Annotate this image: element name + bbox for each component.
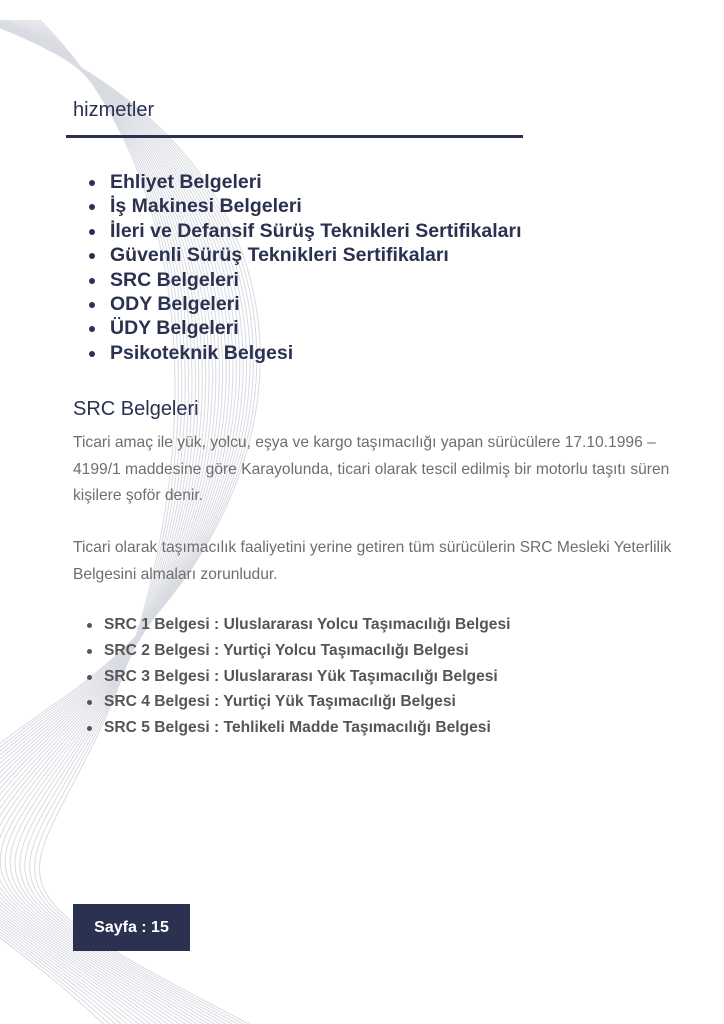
src-list-item: SRC 3 Belgesi : Uluslararası Yük Taşımacılığı Belgesi [86, 664, 510, 690]
service-item: Güvenli Sürüş Teknikleri Sertifikaları [88, 243, 521, 267]
src-section-heading: SRC Belgeleri [73, 398, 199, 420]
section-title: hizmetler [73, 99, 155, 121]
service-item: Psikoteknik Belgesi [88, 341, 521, 365]
page-number-label: Sayfa : 15 [94, 918, 169, 936]
service-item: İleri ve Defansif Sürüş Teknikleri Sertifikaları [88, 219, 521, 243]
services-list [88, 170, 521, 365]
title-underline [66, 135, 523, 138]
service-item: Ehliyet Belgeleri [88, 170, 521, 194]
service-item: ODY Belgeleri [88, 292, 521, 316]
src-certificate-list [86, 612, 510, 741]
page-number-badge [73, 904, 190, 951]
service-item: ÜDY Belgeleri [88, 316, 521, 340]
src-list-item: SRC 4 Belgesi : Yurtiçi Yük Taşımacılığı Belgesi [86, 689, 510, 715]
src-paragraph-requirement: Ticari olarak taşımacılık faaliyetini yerine getiren tüm sürücülerin SRC Mesleki Yeterlilik Belgesini almaları zorunludur. [73, 539, 672, 583]
src-list-item: SRC 2 Belgesi : Yurtiçi Yolcu Taşımacılığı Belgesi [86, 638, 510, 664]
src-paragraph-definition: Ticari amaç ile yük, yolcu, eşya ve kargo taşımacılığı yapan sürücülere 17.10.1996 – 4199/1 maddesine göre Karayolunda, ticari olarak tescil edilmiş bir motorlu taşıtı süren kişilere şoför denir. [73, 434, 670, 504]
src-list-item: SRC 1 Belgesi : Uluslararası Yolcu Taşımacılığı Belgesi [86, 612, 510, 638]
service-item: SRC Belgeleri [88, 268, 521, 292]
src-list-item: SRC 5 Belgesi : Tehlikeli Madde Taşımacılığı Belgesi [86, 715, 510, 741]
service-item: İş Makinesi Belgeleri [88, 194, 521, 218]
